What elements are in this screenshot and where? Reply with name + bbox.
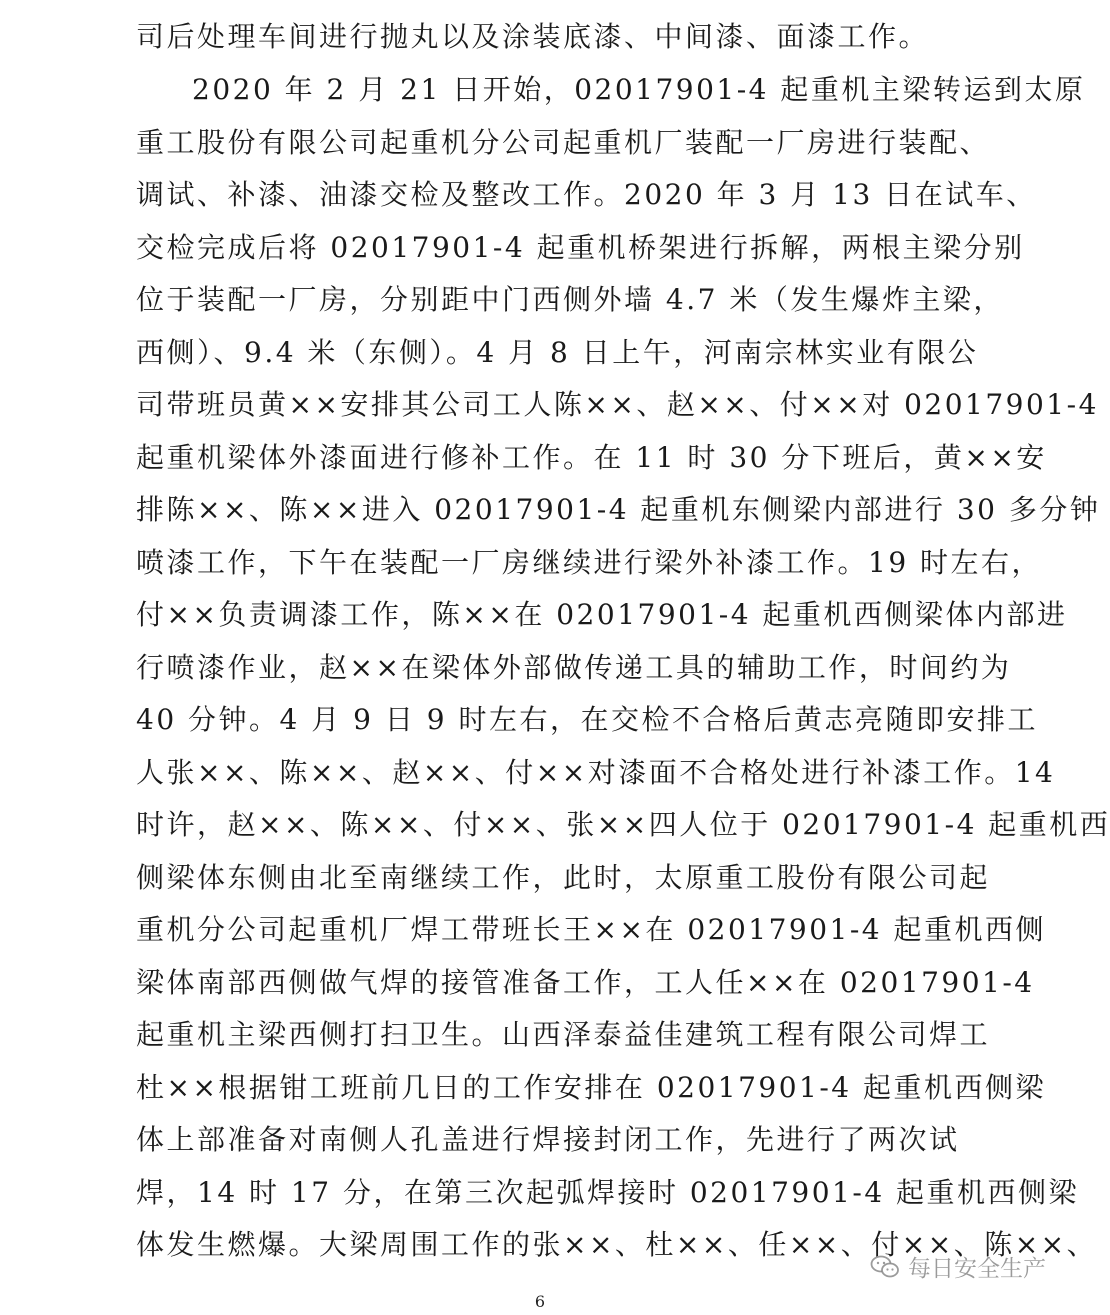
text-line: 起重机主梁西侧打扫卫生。山西泽泰益佳建筑工程有限公司焊工 bbox=[136, 1018, 991, 1051]
text-line: 司带班员黄××安排其公司工人陈××、赵××、付××对 02017901-4 bbox=[136, 388, 1099, 421]
text-line: 焊，14 时 17 分，在第三次起弧焊接时 02017901-4 起重机西侧梁 bbox=[136, 1176, 1080, 1209]
page-number: 6 bbox=[534, 1292, 546, 1311]
watermark-text: 每日安全生产 bbox=[908, 1256, 1046, 1282]
text-line: 重工股份有限公司起重机分公司起重机厂装配一厂房进行装配、 bbox=[136, 126, 991, 159]
text-line: 人张××、陈××、赵××、付××对漆面不合格处进行补漆工作。14 bbox=[136, 756, 1056, 789]
text-line: 司后处理车间进行抛丸以及涂装底漆、中间漆、面漆工作。 bbox=[136, 20, 930, 53]
watermark bbox=[870, 1250, 1046, 1283]
text-line: 梁体南部西侧做气焊的接管准备工作，工人任××在 02017901-4 bbox=[136, 966, 1035, 999]
text-line: 40 分钟。4 月 9 日 9 时左右，在交检不合格后黄志亮随即安排工 bbox=[136, 703, 1038, 736]
text-line: 体上部准备对南侧人孔盖进行焊接封闭工作，先进行了两次试 bbox=[136, 1123, 960, 1156]
text-line: 交检完成后将 02017901-4 起重机桥架进行拆解，两根主梁分别 bbox=[136, 231, 1025, 264]
text-line: 喷漆工作，下午在装配一厂房继续进行梁外补漆工作。19 时左右， bbox=[136, 546, 1043, 579]
text-line: 调试、补漆、油漆交检及整改工作。2020 年 3 月 13 日在试车、 bbox=[136, 178, 1037, 211]
text-line: 付××负责调漆工作，陈××在 02017901-4 起重机西侧梁体内部进 bbox=[136, 598, 1068, 631]
text-line: 杜××根据钳工班前几日的工作安排在 02017901-4 起重机西侧梁 bbox=[136, 1071, 1047, 1104]
text-line: 重机分公司起重机厂焊工带班长王××在 02017901-4 起重机西侧 bbox=[136, 913, 1047, 946]
text-line: 排陈××、陈××进入 02017901-4 起重机东侧梁内部进行 30 多分钟 bbox=[136, 493, 1101, 526]
text-line: 位于装配一厂房，分别距中门西侧外墙 4.7 米（发生爆炸主梁， bbox=[136, 283, 1004, 316]
text-line: 体发生燃爆。大梁周围工作的张××、杜××、任××、付××、陈××、 bbox=[136, 1228, 1098, 1261]
wechat-icon bbox=[870, 1254, 900, 1280]
text-line: 起重机梁体外漆面进行修补工作。在 11 时 30 分下班后，黄××安 bbox=[136, 441, 1047, 474]
text-line: 时许，赵××、陈××、付××、张××四人位于 02017901-4 起重机西 bbox=[136, 808, 1110, 841]
text-line: 2020 年 2 月 21 日开始，02017901-4 起重机主梁转运到太原 bbox=[192, 73, 1086, 106]
text-line: 侧梁体东侧由北至南继续工作，此时，太原重工股份有限公司起 bbox=[136, 861, 991, 894]
text-line: 西侧）、9.4 米（东侧）。4 月 8 日上午，河南宗林实业有限公 bbox=[136, 336, 979, 369]
text-line: 行喷漆作业，赵××在梁体外部做传递工具的辅助工作，时间约为 bbox=[136, 651, 1012, 684]
